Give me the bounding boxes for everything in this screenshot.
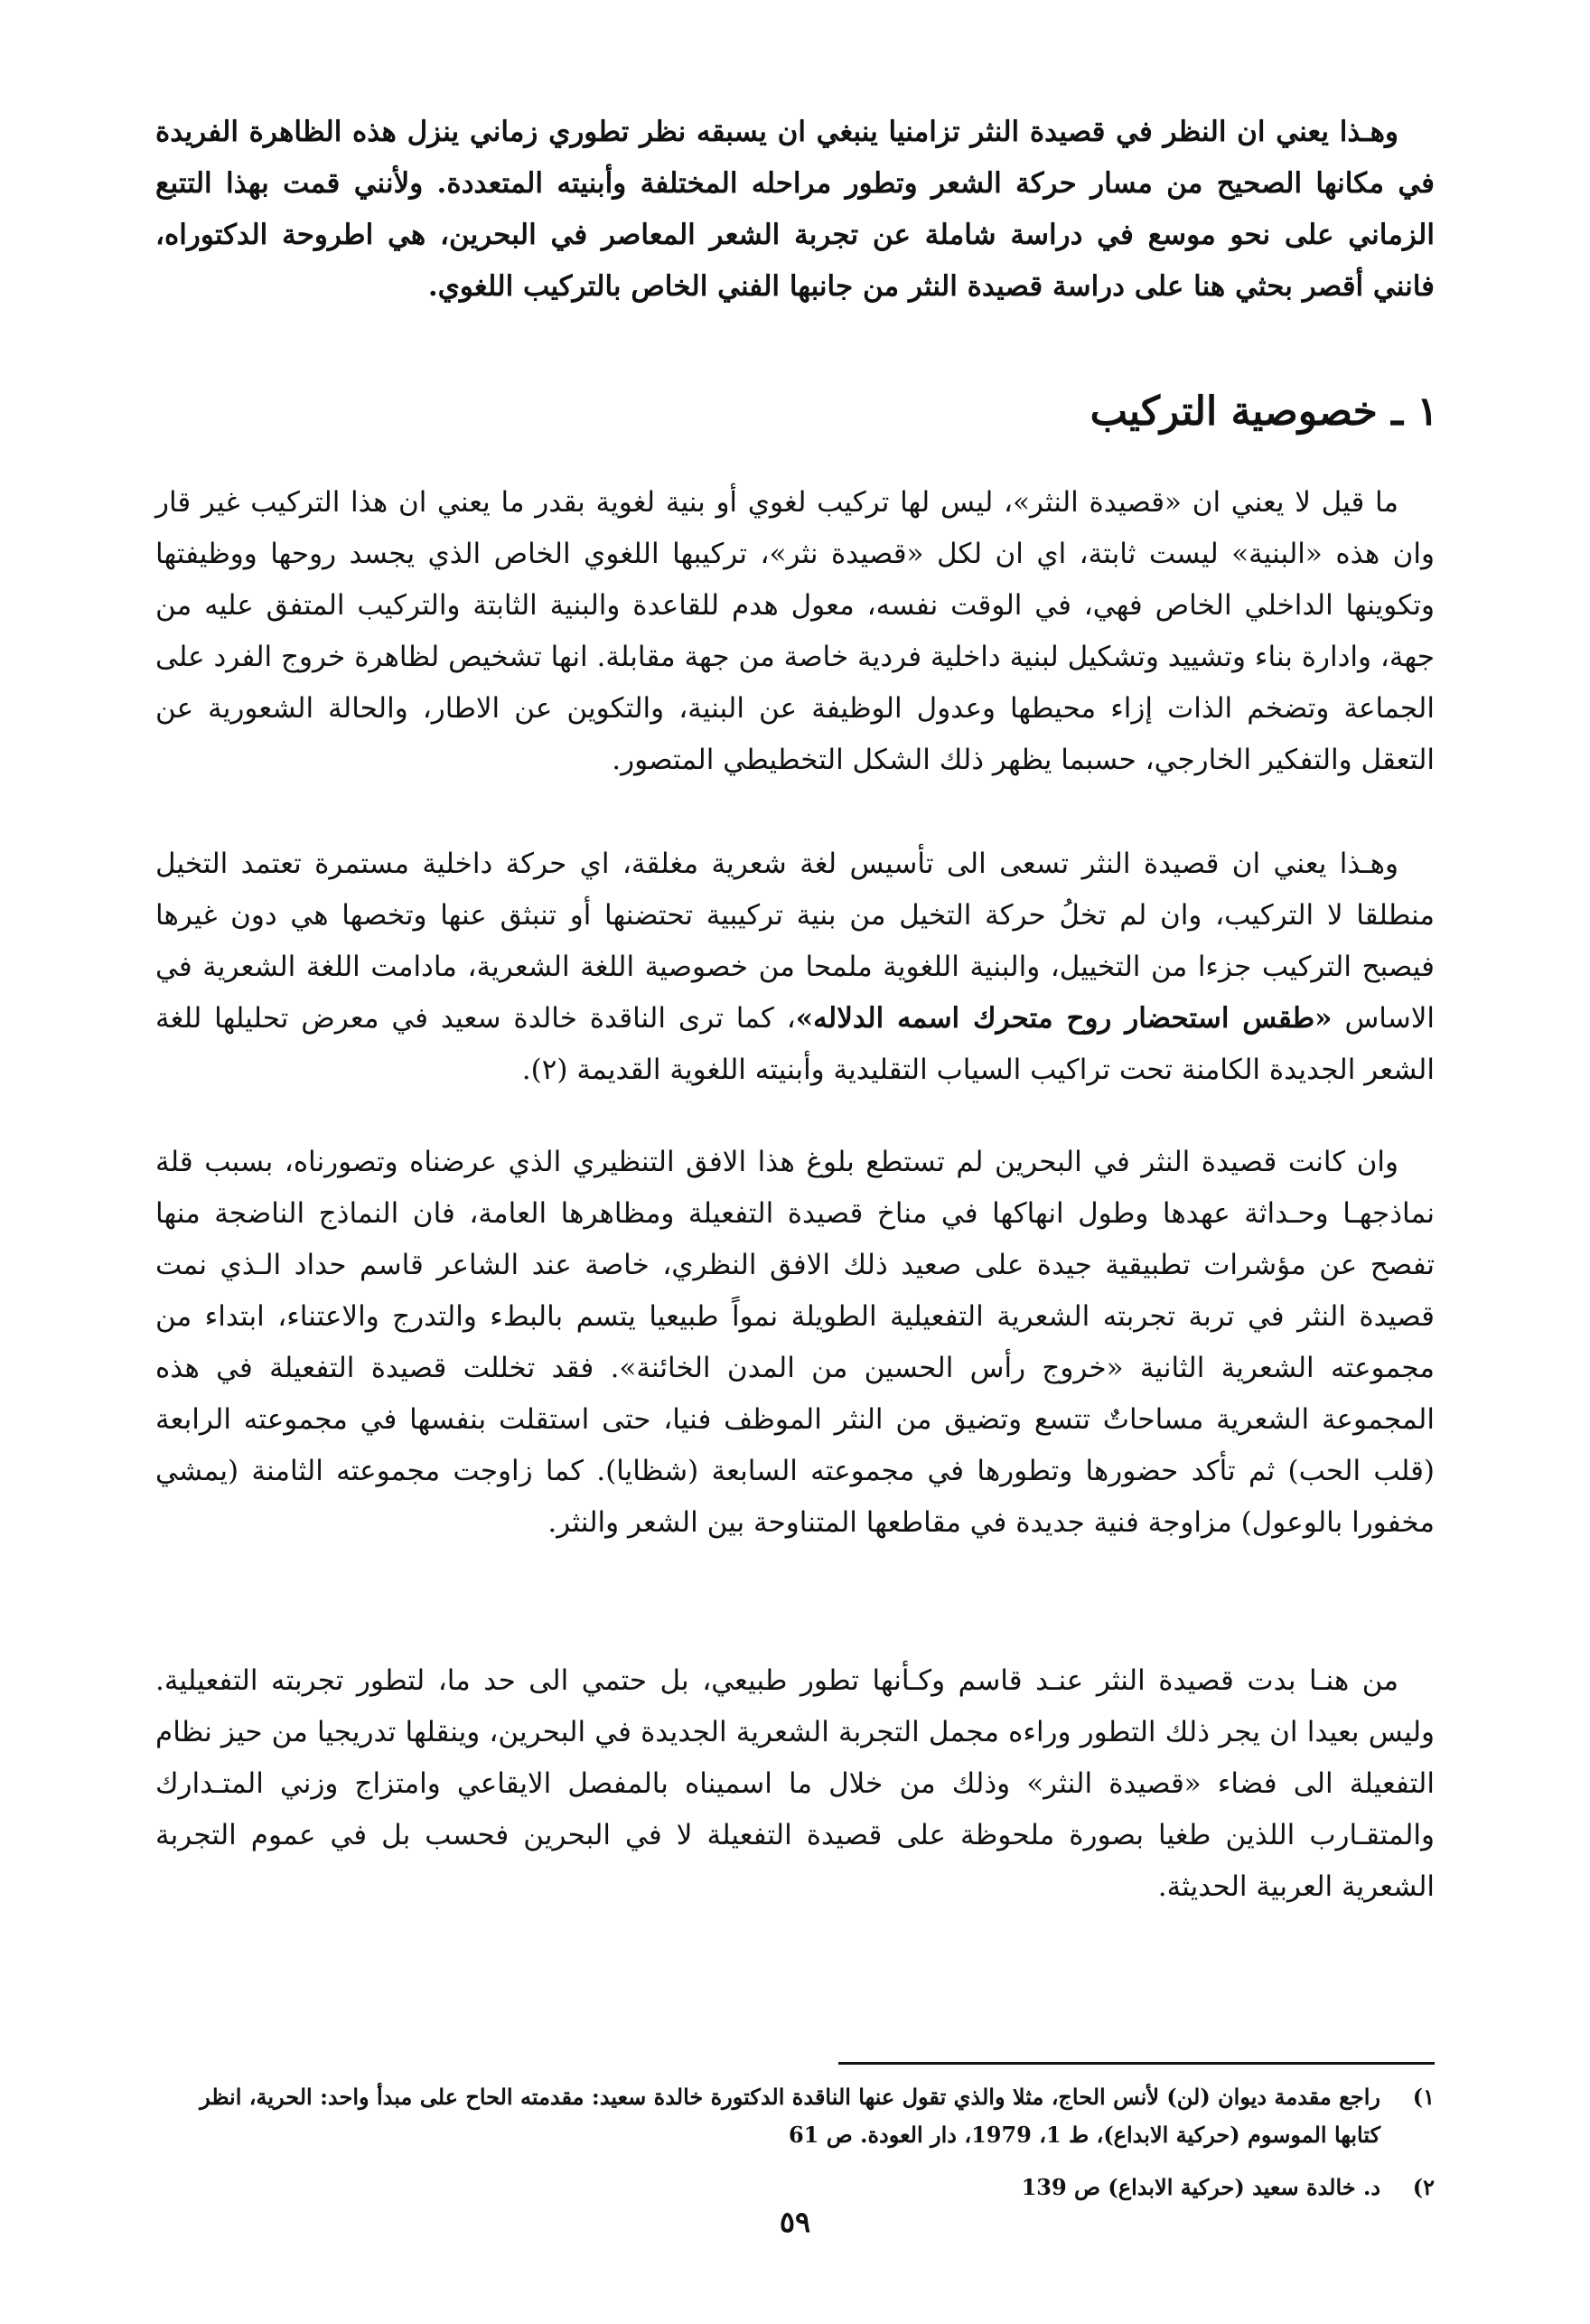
page-number: ٥٩ xyxy=(779,2205,811,2239)
footnotes xyxy=(155,2078,1435,2221)
body-paragraph: ما قيل لا يعني ان «قصيدة النثر»، ليس لها تركيب لغوي أو بنية لغوية بقدر ما يعني ان هذا التركيب غير قار وان هذه «البنية» ليست ثابتة، اي ان لكل «قصيدة نثر»، تركيبها اللغوي الخاص الذي يجسد روحها ووظيفتها وتكوينها الداخلي الخاص فهي، في الوقت نفسه، معول هدم للقاعدة والبنية الثابتة والتركيب المتفق عليه من جهة، وادارة بناء وتشييد وتشكيل لبنية داخلية فردية خاصة من جهة مقابلة. انها تشخيص لظاهرة خروج الفرد على الجماعة وتضخم الذات إزاء محيطها وعدول الوظيفة عن البنية، والتكوين عن الاطار، والحالة الشعورية عن التعقل والتفكير الخارجي، حسبما يظهر ذلك الشكل التخطيطي المتصور. xyxy=(155,486,1435,776)
quoted-phrase: «طقس استحضار روح متحرك اسمه الدلاله» xyxy=(795,1002,1333,1035)
intro-paragraph: وهـذا يعني ان النظر في قصيدة النثر تزامنيا ينبغي ان يسبقه نظر تطوري زماني ينزل هذه الظاهرة الفريدة في مكانها الصحيح من مسار حركة الشعر وتطور مراحله المختلفة وأبنيته المتعددة. ولأنني قمت بهذا التتبع الزماني على نحو موسع في دراسة شاملة عن تجربة الشعر المعاصر في البحرين، هي اطروحة الدكتوراه، فانني أقصر بحثي هنا على دراسة قصيدة النثر من جانبها الفني الخاص بالتركيب اللغوي. xyxy=(155,116,1435,303)
paragraph-2-text: وهـذا يعني ان قصيدة النثر تسعى الى تأسيس لغة شعرية مغلقة، اي حركة داخلية مستمرة تعتمد التخيل منطلقا لا التركيب، وان لم تخلُ حركة التخيل من بنية تركيبية تحتضنها أو تنبثق عنها وتخصها هي دون غيرها فيصبح التركيب جزءا من التخييل، والبنية اللغوية ملمحا من خصوصية اللغة الشعرية، مادامت اللغة الشعرية في الاساس xyxy=(155,848,1436,1035)
footnote-number: ١) xyxy=(1412,2084,1435,2110)
body-paragraph: من هنـا بدت قصيدة النثر عنـد قاسم وكـأنها تطور طبيعي، بل حتمي الى حد ما، لتطور تجربته التفعيلية. وليس بعيدا ان يجر ذلك التطور وراءه مجمل التجربة الشعرية الجديدة في البحرين، وينقلها تدريجيا من حيز نظام التفعيلة الى فضاء «قصيدة النثر» وذلك من خلال ما اسميناه بالمفصل الايقاعي وامتزاج وزني المتـدارك والمتقـارب اللذين طغيا بصورة ملحوظة على قصيدة التفعيلة لا في البحرين فحسب بل في عموم التجربة الشعرية العربية الحديثة. xyxy=(155,1664,1435,1903)
footnote-number: ٢) xyxy=(1412,2174,1435,2200)
footnote-text: د. خالدة سعيد (حركية الابداع) ص 139 xyxy=(1021,2174,1380,2200)
paragraph-1-block xyxy=(155,477,1435,786)
paragraph-4-block xyxy=(155,1655,1435,1913)
section-heading: ١ ـ خصوصية التركيب xyxy=(1090,389,1438,435)
paragraph-2-block xyxy=(155,839,1435,1096)
body-paragraph xyxy=(155,839,1435,1096)
paragraph-2-tail: ، كما ترى الناقدة خالدة سعيد في معرض تحليلها للغة الشعر الجديدة الكامنة تحت تراكيب السياب التقليدية وأبنيته اللغوية القديمة (٢). xyxy=(155,1002,1435,1086)
body-paragraph: وان كانت قصيدة النثر في البحرين لم تستطع بلوغ هذا الافق التنظيري الذي عرضناه وتصورناه، بسبب قلة نماذجهـا وحـداثة عهدها وطول انهاكها في مناخ قصيدة التفعيلة ومظاهرها العامة، فان النماذج الناضجة منها تفصح عن مؤشرات تطبيقية جيدة على صعيد ذلك الافق النظري، خاصة عند الشاعر قاسم حداد الـذي نمت قصيدة النثر في تربة تجربته الشعرية التفعيلية الطويلة نمواً طبيعيا يتسم بالبطء والتدرج والاعتناء، ابتداء من مجموعته الشعرية الثانية «خروج رأس الحسين من المدن الخائنة». فقد تخللت قصيدة التفعيلة في هذه المجموعة الشعرية مساحاتٌ تتسع وتضيق من النثر الموظف فنيا، حتى استقلت بنفسها في مجموعته الرابعة (قلب الحب) ثم تأكد حضورها وتطورها في مجموعته السابعة (شظايا). كما زاوجت مجموعته الثامنة (يمشي مخفورا بالوعول) مزاوجة فنية جديدة في مقاطعها المتناوحة بين الشعر والنثر. xyxy=(155,1146,1435,1539)
footnote-text: راجع مقدمة ديوان (لن) لأنس الحاج، مثلا والذي تقول عنها الناقدة الدكتورة خالدة سعيد: مقدمته الحاح على مبدأ واحد: الحرية، انظر كتابها الموسوم (حركية الابداع)، ط 1، 1979، دار العودة. ص 61 xyxy=(200,2084,1380,2148)
footnote-divider xyxy=(838,2062,1435,2065)
intro-paragraph-block xyxy=(155,107,1435,313)
footnote-item xyxy=(155,2078,1435,2154)
paragraph-3-block xyxy=(155,1137,1435,1549)
footnote-item xyxy=(155,2169,1435,2207)
